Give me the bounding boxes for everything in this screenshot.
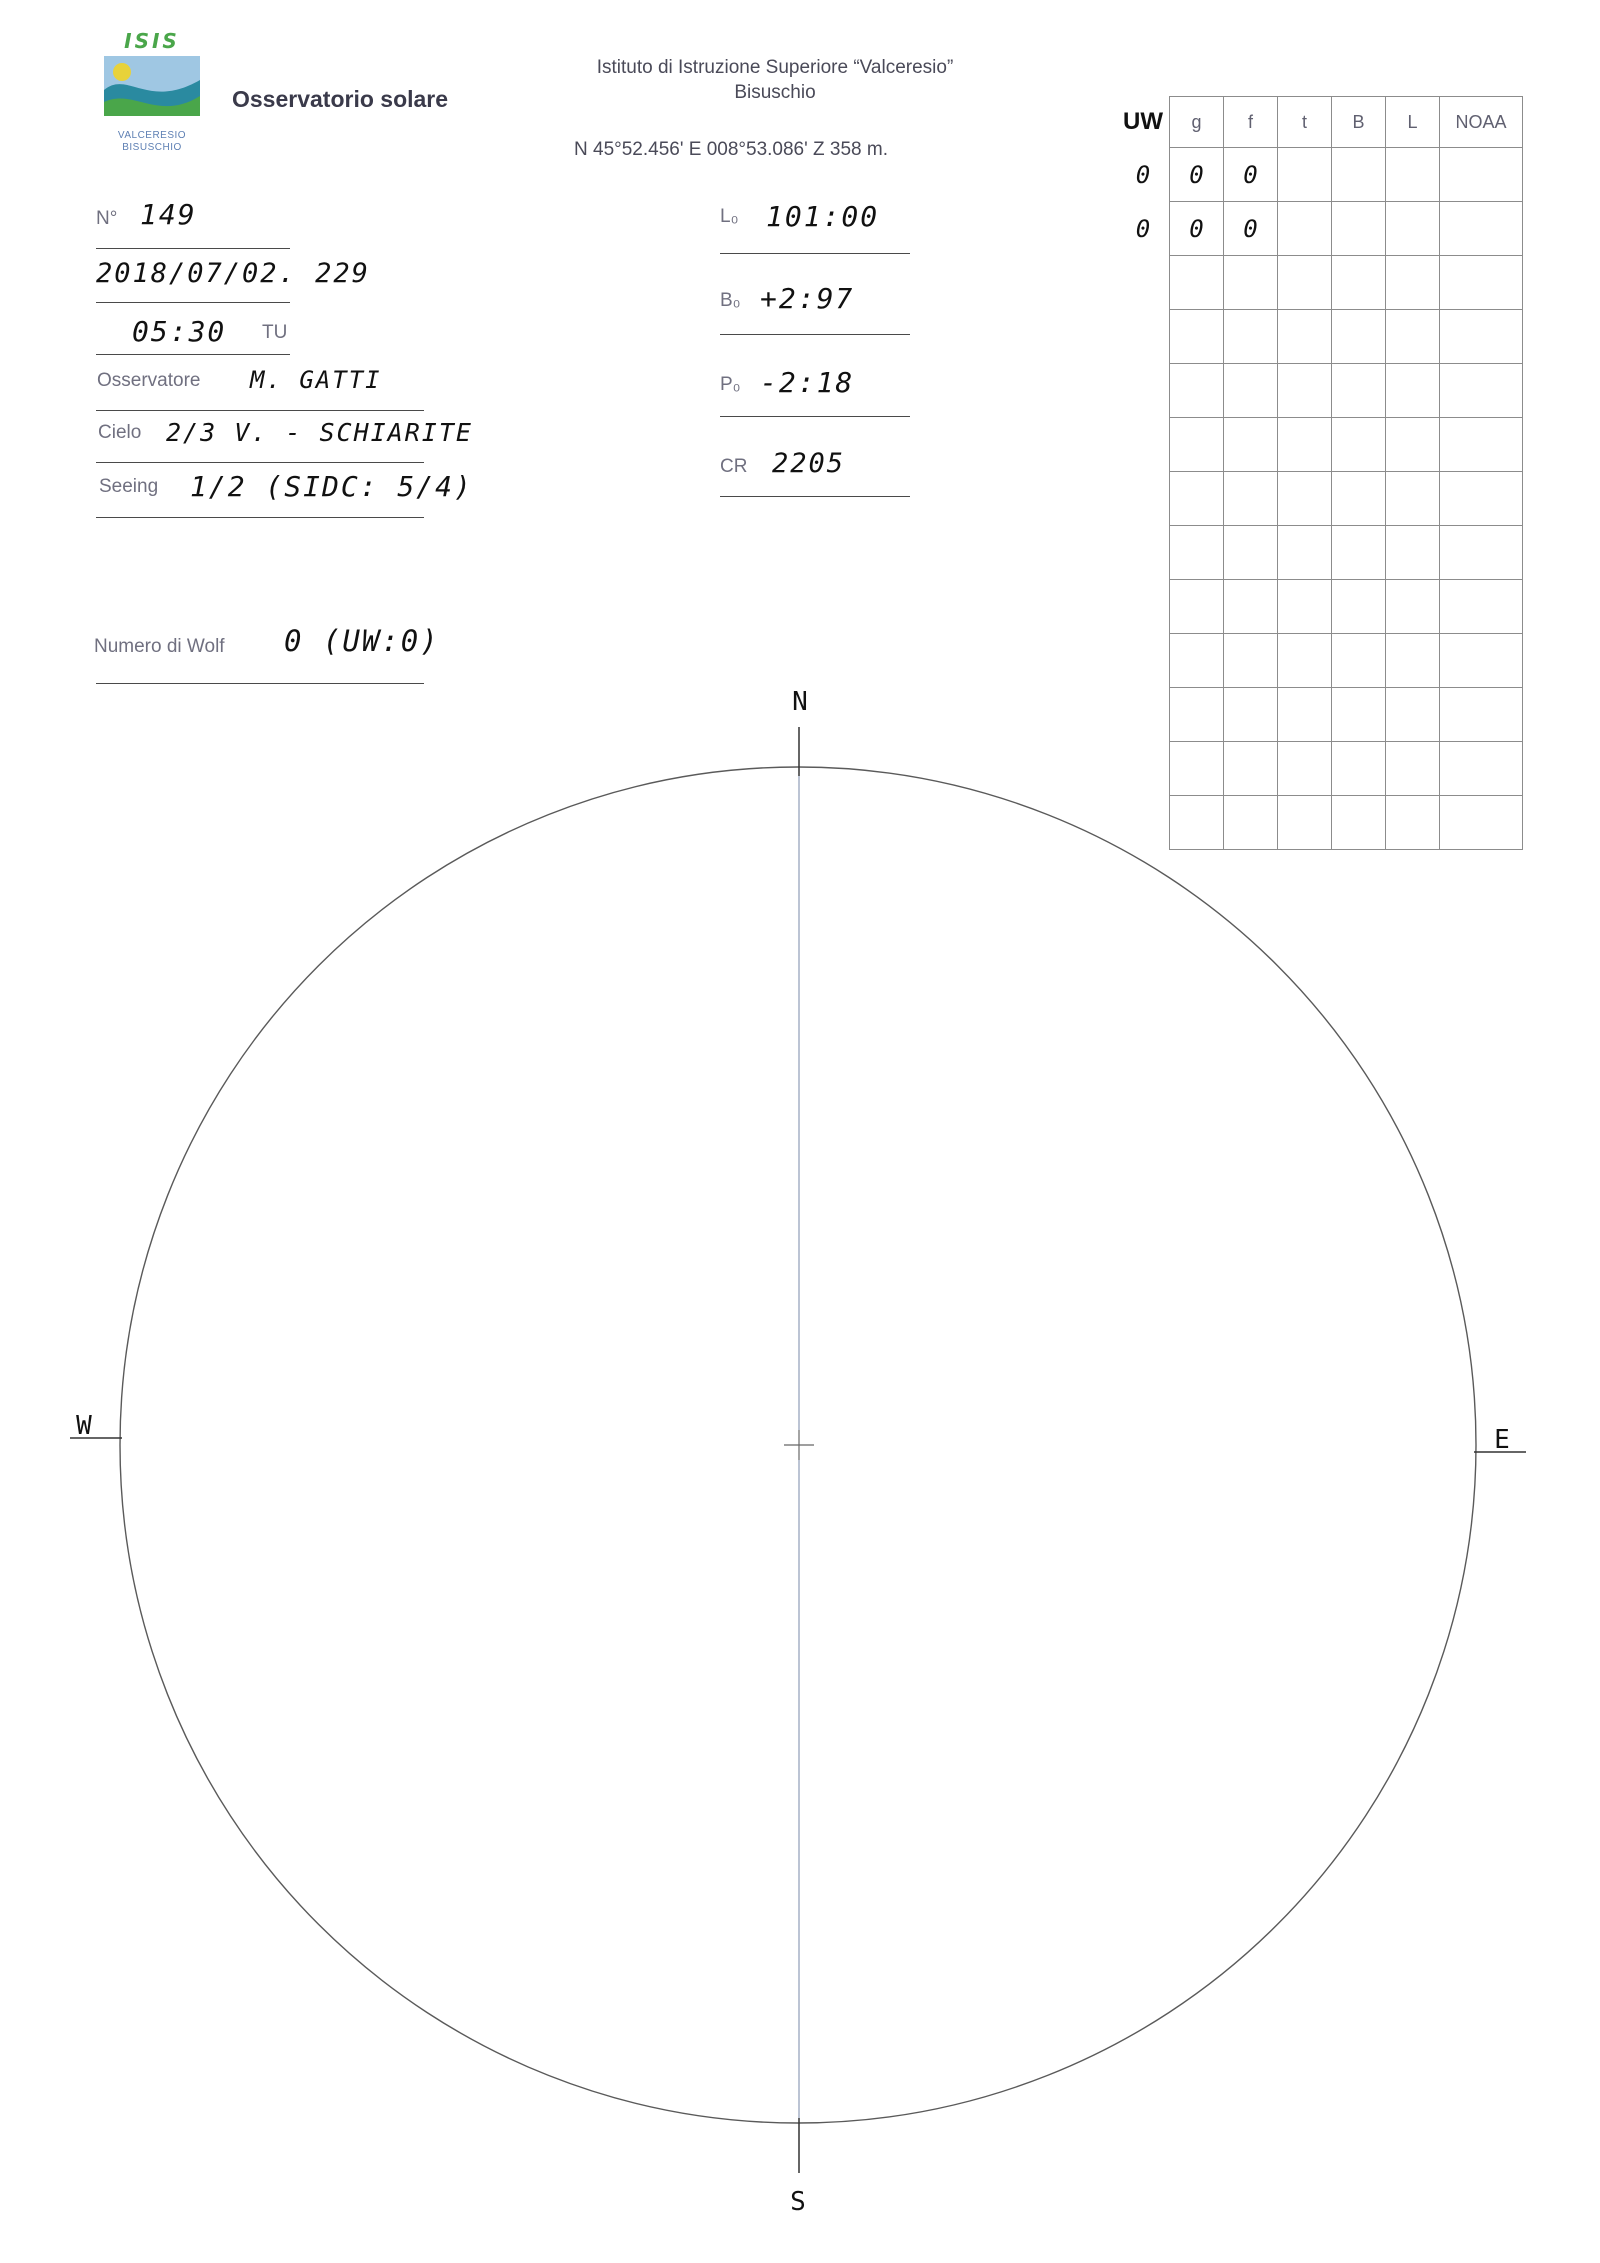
cr-value: 2205 xyxy=(772,448,846,479)
table-cell-uw xyxy=(1117,472,1170,526)
table-cell-uw xyxy=(1117,364,1170,418)
north-label: N xyxy=(792,687,808,717)
table-cell-b xyxy=(1332,634,1386,688)
table-cell-noaa xyxy=(1440,256,1523,310)
table-cell-g xyxy=(1170,796,1224,850)
table-cell-uw xyxy=(1117,634,1170,688)
table-cell-b xyxy=(1332,364,1386,418)
table-row xyxy=(1117,580,1523,634)
table-cell-g xyxy=(1170,580,1224,634)
institute-line2: Bisuschio xyxy=(734,82,816,103)
table-cell-noaa xyxy=(1440,364,1523,418)
table-cell-l xyxy=(1386,202,1440,256)
header-b: B xyxy=(1332,97,1386,148)
l0-label: L₀ xyxy=(720,206,739,227)
logo-graphic xyxy=(98,30,206,130)
table-cell-f xyxy=(1224,796,1278,850)
table-cell-g xyxy=(1170,526,1224,580)
institute-logo xyxy=(98,30,206,162)
table-cell-f: 0 xyxy=(1224,202,1278,256)
p0-underline xyxy=(720,416,910,417)
west-label: W xyxy=(76,1411,92,1441)
table-cell-f xyxy=(1224,418,1278,472)
observatory-coordinates: N 45°52.456' E 008°53.086' Z 358 m. xyxy=(574,139,888,160)
header-f: f xyxy=(1224,97,1278,148)
cr-underline xyxy=(720,496,910,497)
table-cell-b xyxy=(1332,418,1386,472)
cr-label: CR xyxy=(720,456,748,477)
table-cell-t xyxy=(1278,796,1332,850)
table-row xyxy=(1117,310,1523,364)
table-cell-b xyxy=(1332,472,1386,526)
table-cell-t xyxy=(1278,256,1332,310)
table-cell-noaa xyxy=(1440,634,1523,688)
table-cell-g xyxy=(1170,472,1224,526)
l0-value: 101:00 xyxy=(766,200,880,233)
table-cell-t xyxy=(1278,580,1332,634)
number-value: 149 xyxy=(140,198,197,231)
table-cell-uw: 0 xyxy=(1135,160,1151,189)
time-value: 05:30 xyxy=(132,315,227,348)
table-row xyxy=(1117,472,1523,526)
table-cell-noaa xyxy=(1440,796,1523,850)
date-underline xyxy=(96,302,290,303)
table-row xyxy=(1117,526,1523,580)
table-cell-f xyxy=(1224,688,1278,742)
table-cell-b xyxy=(1332,202,1386,256)
table-cell-noaa xyxy=(1440,418,1523,472)
table-cell-f xyxy=(1224,256,1278,310)
table-cell-noaa xyxy=(1440,742,1523,796)
table-row xyxy=(1117,148,1523,202)
table-cell-noaa xyxy=(1440,526,1523,580)
table-cell-t xyxy=(1278,418,1332,472)
table-cell-noaa xyxy=(1440,148,1523,202)
table-row xyxy=(1117,364,1523,418)
institute-name xyxy=(500,55,1050,105)
table-cell-t xyxy=(1278,310,1332,364)
p0-value: -2:18 xyxy=(760,366,855,399)
sky-value: 2/3 V. - SCHIARITE xyxy=(166,418,473,447)
b0-label: B₀ xyxy=(720,290,741,311)
observatory-title: Osservatorio solare xyxy=(232,86,449,112)
table-cell-g xyxy=(1170,310,1224,364)
header-t: t xyxy=(1278,97,1332,148)
table-cell-f xyxy=(1224,526,1278,580)
table-cell-g xyxy=(1170,418,1224,472)
table-cell-g xyxy=(1170,742,1224,796)
wolf-value: 0 (UW:0) xyxy=(284,624,440,658)
table-cell-noaa xyxy=(1440,688,1523,742)
table-cell-g: 0 xyxy=(1170,148,1224,202)
table-cell-l xyxy=(1386,634,1440,688)
l0-underline xyxy=(720,253,910,254)
logo-name-line2: BISUSCHIO xyxy=(122,142,182,153)
seeing-label: Seeing xyxy=(99,476,159,497)
table-cell-t xyxy=(1278,148,1332,202)
table-cell-noaa xyxy=(1440,310,1523,364)
table-cell-b xyxy=(1332,256,1386,310)
table-cell-f xyxy=(1224,634,1278,688)
table-cell-l xyxy=(1386,580,1440,634)
table-cell-uw xyxy=(1117,580,1170,634)
table-cell-uw xyxy=(1117,688,1170,742)
table-header-row xyxy=(1117,97,1523,148)
b0-value: +2:97 xyxy=(760,282,855,315)
table-cell-b xyxy=(1332,742,1386,796)
table-row xyxy=(1117,256,1523,310)
sky-label: Cielo xyxy=(98,422,142,443)
wolf-underline xyxy=(96,683,424,684)
table-cell-g xyxy=(1170,364,1224,418)
number-underline xyxy=(96,248,290,249)
observation-table xyxy=(1117,96,1523,850)
table-cell-t xyxy=(1278,202,1332,256)
table-cell-uw: 0 xyxy=(1135,214,1151,243)
table-cell-t xyxy=(1278,364,1332,418)
logo-name-line1: VALCERESIO xyxy=(117,130,187,141)
institute-line1: Istituto di Istruzione Superiore “Valceresio” xyxy=(596,57,954,78)
table-cell-b xyxy=(1332,148,1386,202)
header-noaa: NOAA xyxy=(1440,97,1523,148)
table-cell-f xyxy=(1224,742,1278,796)
table-cell-l xyxy=(1386,526,1440,580)
table-cell-noaa xyxy=(1440,202,1523,256)
east-label: E xyxy=(1494,1425,1510,1455)
logo-text: ISIS xyxy=(124,30,180,53)
table-cell-t xyxy=(1278,742,1332,796)
table-cell-l xyxy=(1386,364,1440,418)
table-cell-l xyxy=(1386,796,1440,850)
table-cell-f xyxy=(1224,310,1278,364)
seeing-value: 1/2 (SIDC: 5/4) xyxy=(190,470,473,503)
b0-underline xyxy=(720,334,910,335)
table-cell-uw xyxy=(1117,310,1170,364)
table-cell-l xyxy=(1386,148,1440,202)
table-row xyxy=(1117,634,1523,688)
header-l: L xyxy=(1386,97,1440,148)
table-cell-l xyxy=(1386,742,1440,796)
table-cell-uw xyxy=(1117,742,1170,796)
table-cell-noaa xyxy=(1440,472,1523,526)
table-cell-b xyxy=(1332,580,1386,634)
table-cell-g xyxy=(1170,256,1224,310)
table-cell-uw xyxy=(1117,526,1170,580)
table-cell-b xyxy=(1332,688,1386,742)
table-cell-b xyxy=(1332,796,1386,850)
table-cell-uw xyxy=(1117,256,1170,310)
table-cell-uw xyxy=(1117,796,1170,850)
table-cell-g xyxy=(1170,634,1224,688)
solar-disk-circle xyxy=(120,767,1476,2123)
table-cell-l xyxy=(1386,310,1440,364)
table-cell-f: 0 xyxy=(1224,148,1278,202)
table-row xyxy=(1117,418,1523,472)
table-cell-l xyxy=(1386,472,1440,526)
table-cell-l xyxy=(1386,418,1440,472)
time-unit: TU xyxy=(262,322,288,343)
number-label: N° xyxy=(96,208,118,229)
observer-underline xyxy=(96,410,424,411)
table-cell-t xyxy=(1278,472,1332,526)
table-cell-g xyxy=(1170,688,1224,742)
table-cell-l xyxy=(1386,256,1440,310)
table-cell-b xyxy=(1332,526,1386,580)
observer-label: Osservatore xyxy=(97,370,201,391)
table-row xyxy=(1117,202,1523,256)
header-uw: UW xyxy=(1123,108,1163,135)
table-cell-f xyxy=(1224,472,1278,526)
table-cell-b xyxy=(1332,310,1386,364)
date-value: 2018/07/02. 229 xyxy=(96,258,370,289)
table-cell-l xyxy=(1386,688,1440,742)
header-g: g xyxy=(1170,97,1224,148)
table-cell-f xyxy=(1224,364,1278,418)
observer-value: M. GATTI xyxy=(250,366,382,394)
table-cell-t xyxy=(1278,634,1332,688)
table-row xyxy=(1117,688,1523,742)
table-row xyxy=(1117,796,1523,850)
wolf-label: Numero di Wolf xyxy=(94,636,225,657)
table-cell-t xyxy=(1278,526,1332,580)
table-cell-f xyxy=(1224,580,1278,634)
table-cell-uw xyxy=(1117,418,1170,472)
time-underline xyxy=(96,354,290,355)
table-cell-g: 0 xyxy=(1170,202,1224,256)
seeing-underline xyxy=(96,517,424,518)
table-row xyxy=(1117,742,1523,796)
table-cell-t xyxy=(1278,688,1332,742)
sky-underline xyxy=(96,462,424,463)
south-label: S xyxy=(790,2187,806,2217)
p0-label: P₀ xyxy=(720,374,741,395)
table-cell-noaa xyxy=(1440,580,1523,634)
